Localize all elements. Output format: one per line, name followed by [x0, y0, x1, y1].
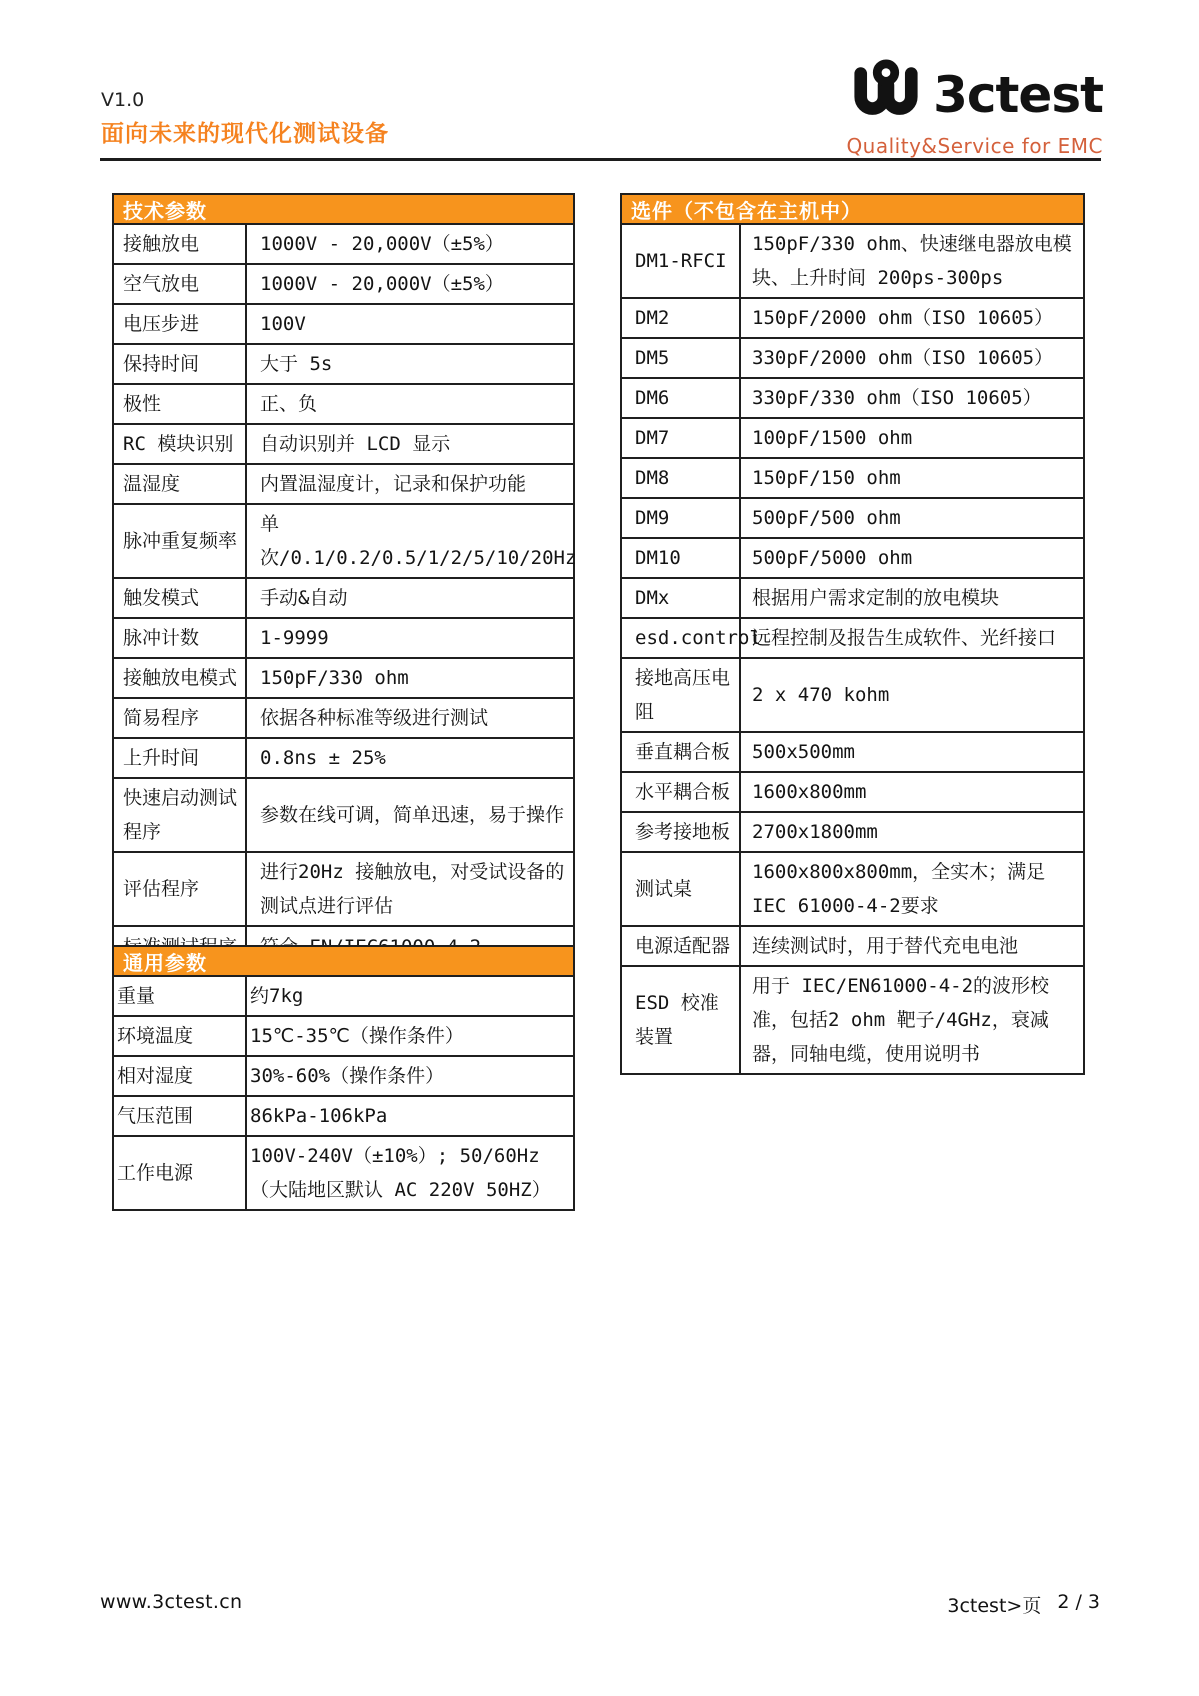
- row-label: ESD 校准装置: [622, 967, 741, 1073]
- row-value: 根据用户需求定制的放电模块: [752, 587, 1000, 609]
- footer-page-label: 3ctest>页: [947, 1595, 1042, 1617]
- table-row: [622, 225, 1083, 299]
- table-row: [114, 779, 573, 853]
- row-value: 100V-240V（±10%）; 50/60Hz（大陆地区默认 AC 220V 50HZ）: [250, 1145, 551, 1201]
- row-label: 快速启动测试程序: [114, 779, 247, 851]
- table-row: [622, 853, 1083, 927]
- row-label: 接触放电: [114, 225, 247, 263]
- footer-website: www.3ctest.cn: [100, 1591, 243, 1613]
- row-value: 1600x800mm: [752, 781, 867, 803]
- row-value: 参数在线可调，简单迅速，易于操作: [260, 804, 565, 826]
- table-row: [622, 813, 1083, 853]
- row-value: 500x500mm: [752, 741, 855, 763]
- row-value: 500pF/500 ohm: [752, 507, 901, 529]
- table-row: [114, 579, 573, 619]
- row-label: 测试桌: [622, 853, 741, 925]
- logo-wordmark: 3ctest: [933, 66, 1103, 124]
- table-title: 通用参数: [114, 947, 573, 977]
- brand-logo: [846, 58, 1103, 158]
- row-value: 用于 IEC/EN61000-4-2的波形校准，包括2 ohm 靶子/4GHz，衰减器，同轴电缆，使用说明书: [752, 975, 1050, 1065]
- table-row: [622, 299, 1083, 339]
- table-row: [114, 1137, 573, 1209]
- table-row: [114, 699, 573, 739]
- row-label: 空气放电: [114, 265, 247, 303]
- row-value: 远程控制及报告生成软件、光纤接口: [752, 627, 1057, 649]
- row-label: DM7: [622, 419, 741, 457]
- row-label: DM10: [622, 539, 741, 577]
- row-value: 0.8ns ± 25%: [260, 747, 386, 769]
- table-row: [114, 739, 573, 779]
- row-value: 自动识别并 LCD 显示: [260, 433, 451, 455]
- table-body: [114, 977, 573, 1209]
- spec-table-technical: [112, 193, 575, 968]
- row-value: 单次/0.1/0.2/0.5/1/2/5/10/20Hz: [260, 513, 577, 569]
- table-row: [622, 379, 1083, 419]
- table-row: [622, 419, 1083, 459]
- row-value: 150pF/2000 ohm（ISO 10605）: [752, 307, 1054, 329]
- row-value: 约7kg: [250, 985, 304, 1007]
- row-value: 500pF/5000 ohm: [752, 547, 913, 569]
- row-value: 150pF/330 ohm: [260, 667, 409, 689]
- table-row: [114, 977, 573, 1017]
- table-body: [114, 225, 577, 966]
- row-value: 2700x1800mm: [752, 821, 878, 843]
- table-body: [622, 225, 1083, 1073]
- table-row: [114, 505, 577, 579]
- row-label: 气压范围: [114, 1097, 247, 1135]
- row-label: 温湿度: [114, 465, 247, 503]
- row-label: DMx: [622, 579, 741, 617]
- row-value: 进行20Hz 接触放电，对受试设备的测试点进行评估: [260, 861, 565, 917]
- row-value: 150pF/150 ohm: [752, 467, 901, 489]
- table-row: [114, 385, 573, 425]
- row-label: 垂直耦合板: [622, 733, 741, 771]
- row-value: 100V: [260, 313, 306, 335]
- row-label: DM9: [622, 499, 741, 537]
- row-label: DM2: [622, 299, 741, 337]
- footer-page-number: 2 / 3: [1057, 1591, 1100, 1613]
- row-label: 参考接地板: [622, 813, 741, 851]
- table-row: [622, 773, 1083, 813]
- table-row: [114, 1057, 573, 1097]
- table-row: [114, 225, 573, 265]
- table-row: [622, 459, 1083, 499]
- table-row: [114, 265, 573, 305]
- row-label: 相对湿度: [114, 1057, 247, 1095]
- row-label: 上升时间: [114, 739, 247, 777]
- row-label: RC 模块识别: [114, 425, 247, 463]
- table-row: [114, 305, 573, 345]
- row-label: 脉冲重复频率: [114, 505, 247, 577]
- table-row: [622, 539, 1083, 579]
- row-label: 极性: [114, 385, 247, 423]
- row-value: 150pF/330 ohm、快速继电器放电模块、上升时间 200ps-300ps: [752, 233, 1072, 289]
- row-label: 电源适配器: [622, 927, 741, 965]
- table-row: [622, 659, 1083, 733]
- row-label: 水平耦合板: [622, 773, 741, 811]
- table-row: [622, 927, 1083, 967]
- table-row: [622, 339, 1083, 379]
- row-label: 重量: [114, 977, 247, 1015]
- row-value: 1000V - 20,000V（±5%）: [260, 273, 504, 295]
- table-row: [622, 499, 1083, 539]
- row-label: 环境温度: [114, 1017, 247, 1055]
- row-label: 评估程序: [114, 853, 247, 925]
- header-divider: [100, 158, 1101, 161]
- table-title: 技术参数: [114, 195, 573, 225]
- row-label: 保持时间: [114, 345, 247, 383]
- row-label: 触发模式: [114, 579, 247, 617]
- row-value: 30%-60%（操作条件）: [250, 1065, 445, 1087]
- logo-slogan: Quality&Service for EMC: [846, 134, 1103, 158]
- row-value: 依据各种标准等级进行测试: [260, 707, 489, 729]
- document-version: V1.0: [101, 89, 145, 111]
- row-label: DM8: [622, 459, 741, 497]
- spec-table-options: [620, 193, 1085, 1075]
- row-label: 脉冲计数: [114, 619, 247, 657]
- row-value: 大于 5s: [260, 353, 333, 375]
- row-value: 1000V - 20,000V（±5%）: [260, 233, 504, 255]
- row-label: DM6: [622, 379, 741, 417]
- row-value: 86kPa-106kPa: [250, 1105, 388, 1127]
- row-value: 100pF/1500 ohm: [752, 427, 913, 449]
- row-label: 接触放电模式: [114, 659, 247, 697]
- spec-table-general: [112, 945, 575, 1211]
- 3ctest-logo-icon: [847, 58, 925, 132]
- table-row: [114, 465, 573, 505]
- row-label: 工作电源: [114, 1137, 247, 1209]
- row-value: 正、负: [260, 393, 318, 415]
- row-value: 330pF/330 ohm（ISO 10605）: [752, 387, 1042, 409]
- footer-page-indicator: [947, 1591, 1100, 1618]
- table-row: [114, 619, 573, 659]
- row-label: 接地高压电阻: [622, 659, 741, 731]
- row-value: 330pF/2000 ohm（ISO 10605）: [752, 347, 1054, 369]
- table-row: [114, 1097, 573, 1137]
- row-label: 简易程序: [114, 699, 247, 737]
- table-row: [622, 619, 1083, 659]
- row-value: 连续测试时，用于替代充电电池: [752, 935, 1019, 957]
- row-value: 15℃-35℃（操作条件）: [250, 1025, 464, 1047]
- table-row: [114, 425, 573, 465]
- row-value: 手动&自动: [260, 587, 348, 609]
- row-label: DM1-RFCI: [622, 225, 741, 297]
- row-label: esd.control: [622, 619, 741, 657]
- row-value: 2 x 470 kohm: [752, 684, 890, 706]
- row-value: 内置温湿度计，记录和保护功能: [260, 473, 527, 495]
- row-label: DM5: [622, 339, 741, 377]
- table-row: [114, 345, 573, 385]
- table-row: [114, 1017, 573, 1057]
- table-row: [114, 659, 573, 699]
- row-value: 1600x800x800mm，全实木；满足 IEC 61000-4-2要求: [752, 861, 1046, 917]
- row-value: 1-9999: [260, 627, 329, 649]
- table-row: [622, 733, 1083, 773]
- row-label: 电压步进: [114, 305, 247, 343]
- table-row: [114, 853, 573, 927]
- table-row: [622, 967, 1083, 1073]
- table-title: 选件（不包含在主机中）: [622, 195, 1083, 225]
- table-row: [622, 579, 1083, 619]
- page-tagline: 面向未来的现代化测试设备: [101, 121, 389, 147]
